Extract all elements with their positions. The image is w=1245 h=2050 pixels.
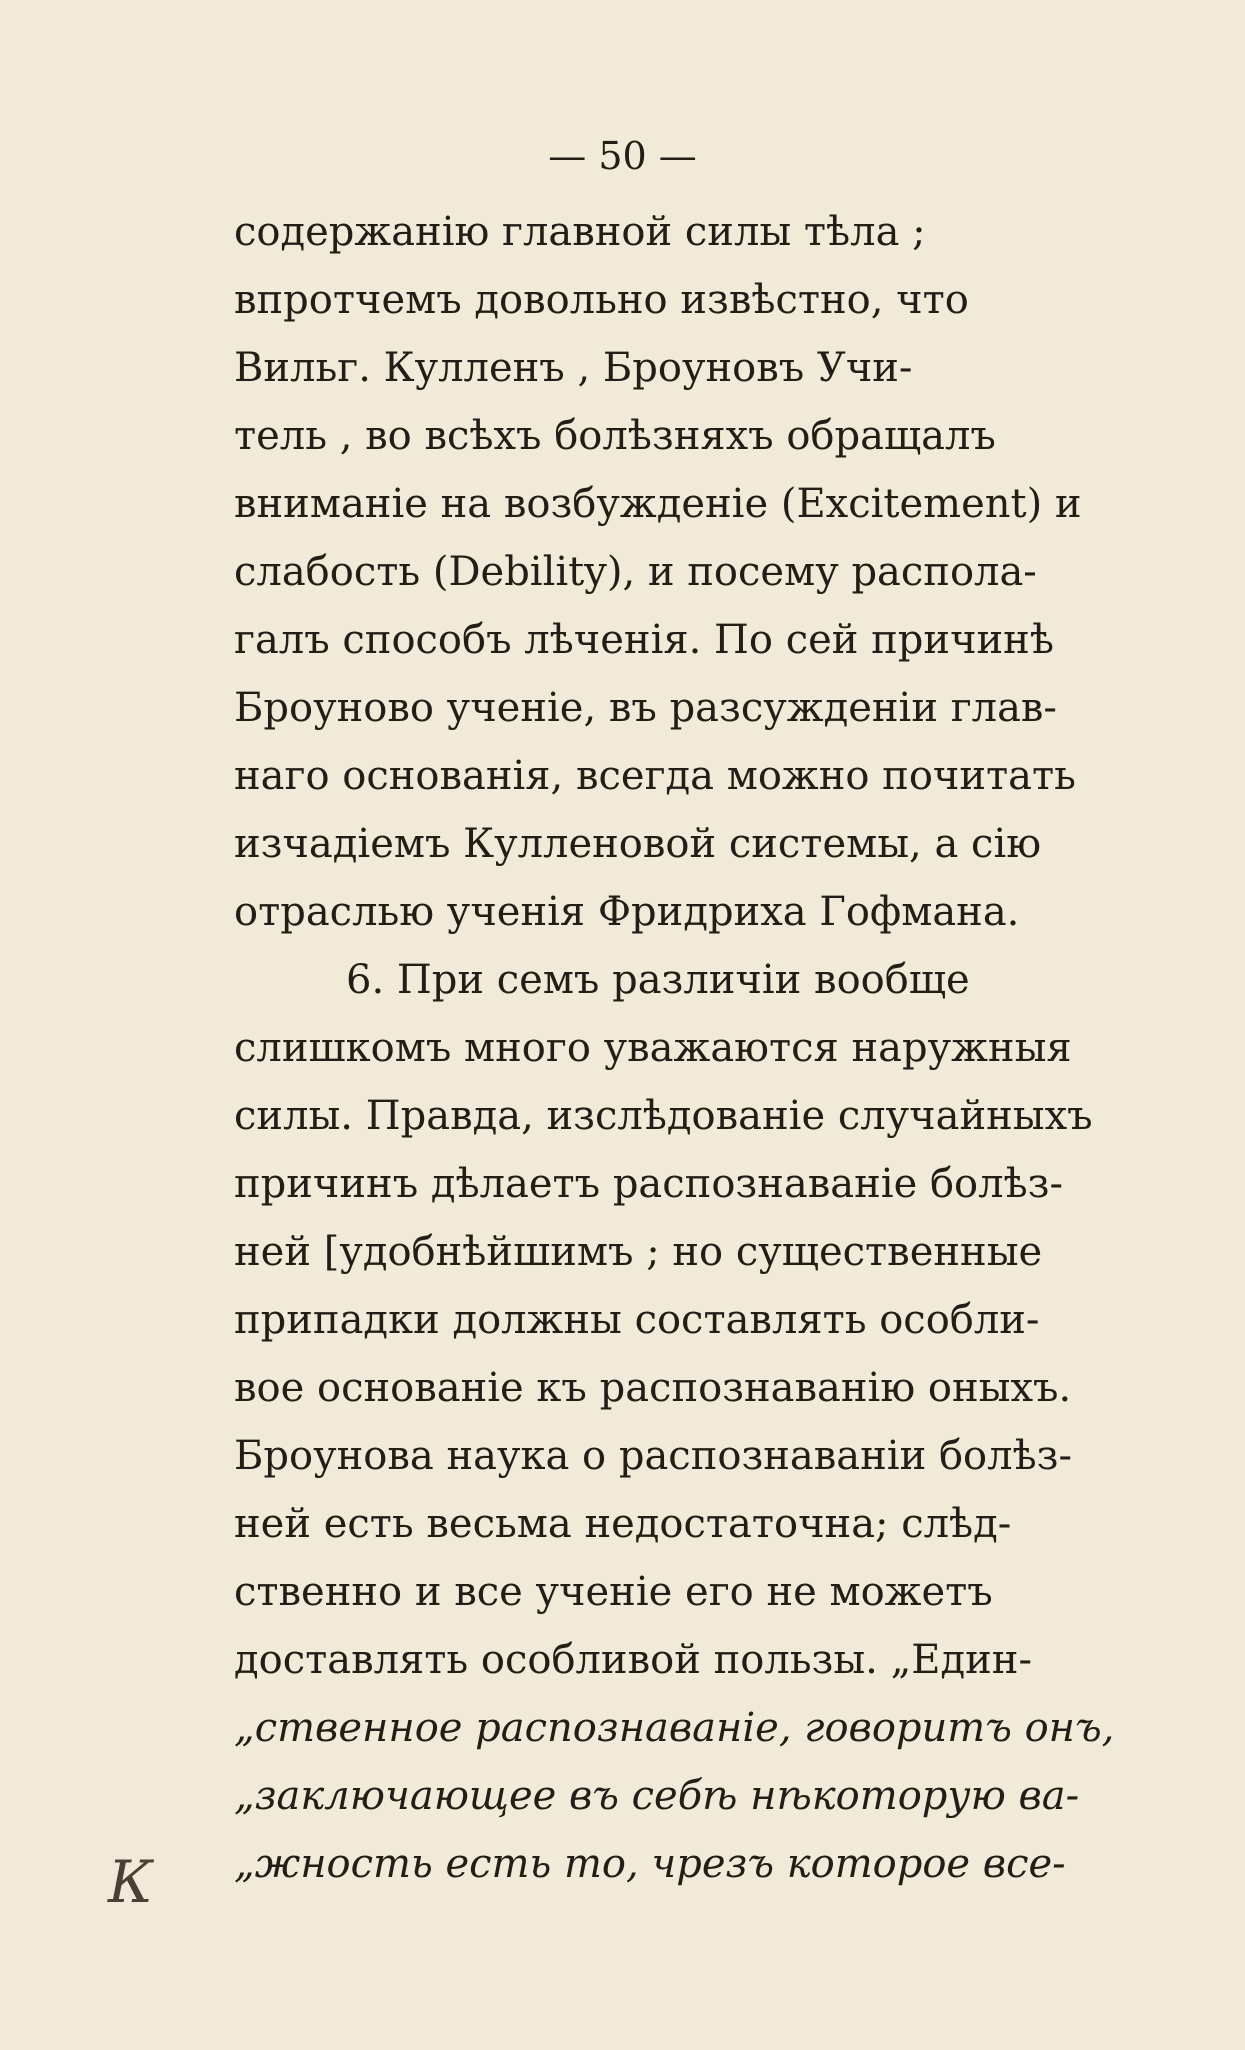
text-line: вое основаніе къ распознаванію оныхъ.: [234, 1365, 1072, 1411]
handwritten-margin-mark: К: [108, 1848, 153, 1916]
text-line: отраслью ученія Фридриха Гофмана.: [234, 889, 1020, 935]
section-6-start: 6. При семъ различіи вообще: [346, 957, 970, 1003]
text-line: содержанію главной силы тѣла ;: [234, 209, 926, 255]
quote-line: „жность есть то, чрезъ которое все-: [234, 1841, 1066, 1887]
text-line: тель , во всѣхъ болѣзняхъ обращалъ: [234, 413, 996, 459]
text-line: причинъ дѣлаетъ распознаваніе болѣз-: [234, 1161, 1063, 1207]
text-line: галъ способъ лѣченія. По сей причинѣ: [234, 617, 1054, 663]
text-line: впротчемъ довольно извѣстно, что: [234, 277, 969, 323]
quote-line: „ственное распознаваніе, говоритъ онъ,: [234, 1705, 1115, 1751]
text-line: слишкомъ много уважаются наружныя: [234, 1025, 1072, 1071]
text-line: вниманіе на возбужденіе (Excitement) и: [234, 481, 1082, 527]
text-line: ственно и все ученіе его не можетъ: [234, 1569, 993, 1615]
text-line: доставлять особливой пользы. „Един-: [234, 1637, 1032, 1683]
quote-line: „заключающее въ себѣ нѣкоторую ва-: [234, 1773, 1080, 1819]
text-line: наго основанія, всегда можно почитать: [234, 753, 1076, 799]
text-line: слабость (Debility), и посему распола-: [234, 549, 1037, 595]
text-line: ней есть весьма недостаточна; слѣд-: [234, 1501, 1012, 1547]
text-line: припадки должны составлять особли-: [234, 1297, 1040, 1343]
text-line: Броуново ученіе, въ разсужденіи глав-: [234, 685, 1057, 731]
page-number: — 50 —: [548, 134, 697, 178]
text-line: Вильг. Кулленъ , Броуновъ Учи-: [234, 345, 913, 391]
text-line: ней [удобнѣйшимъ ; но существенные: [234, 1229, 1043, 1275]
body-text: [234, 198, 1160, 1898]
text-line: изчадіемъ Кулленовой системы, а сію: [234, 821, 1042, 867]
text-line: Броунова наука о распознаваніи болѣз-: [234, 1433, 1072, 1479]
text-line: силы. Правда, изслѣдованіе случайныхъ: [234, 1093, 1093, 1139]
